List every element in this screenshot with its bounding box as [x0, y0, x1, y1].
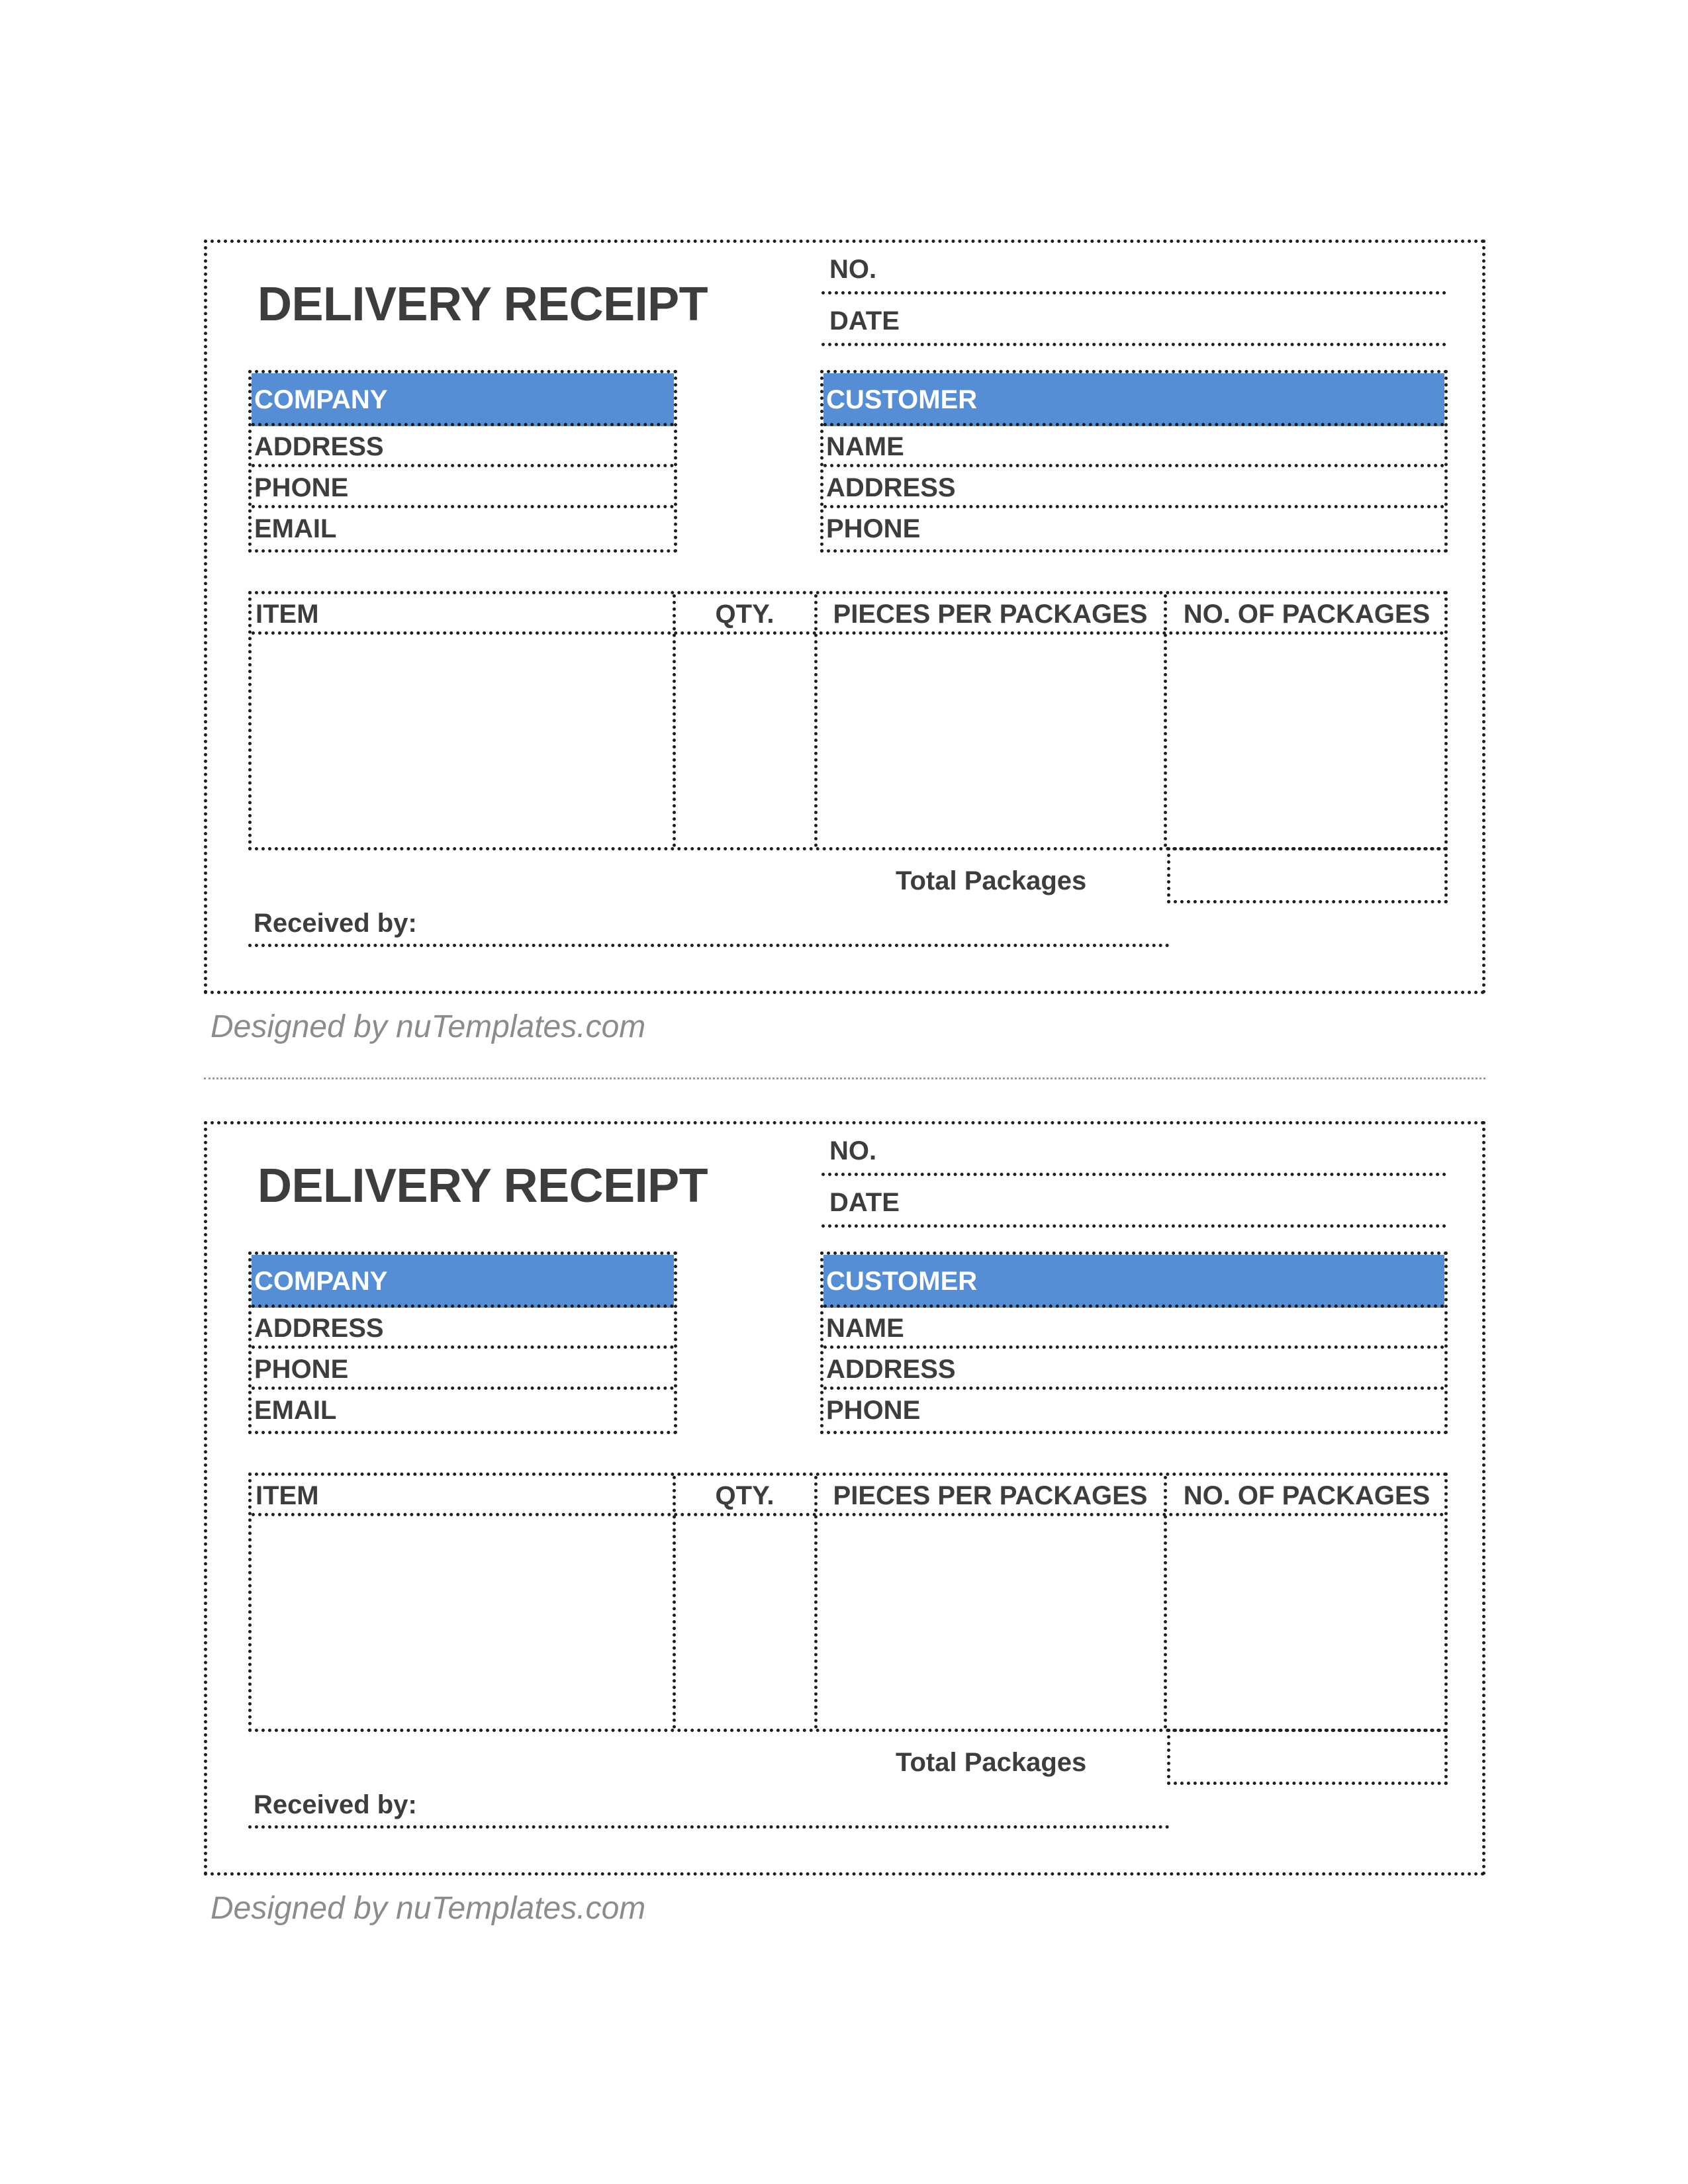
- company-address-field[interactable]: ADDRESS: [252, 1308, 674, 1349]
- column-header-item: ITEM: [256, 1481, 319, 1510]
- customer-info-box: [820, 370, 1448, 553]
- customer-name-field[interactable]: NAME: [823, 426, 1444, 467]
- items-table[interactable]: [248, 591, 1448, 850]
- company-address-field[interactable]: ADDRESS: [252, 426, 674, 467]
- receipt-number-field[interactable]: [821, 1124, 1446, 1176]
- received-by-label: Received by:: [254, 909, 417, 938]
- company-email-field[interactable]: EMAIL: [254, 514, 337, 543]
- table-header-divider: [252, 1513, 1444, 1516]
- column-divider: [1164, 1476, 1167, 1729]
- column-header-no-of-packages: NO. OF PACKAGES: [1183, 1481, 1430, 1510]
- receipt-number-field[interactable]: [821, 243, 1446, 295]
- received-by-label: Received by:: [254, 1790, 417, 1819]
- receipt-date-field[interactable]: [821, 295, 1446, 346]
- table-header-divider: [252, 631, 1444, 635]
- column-header-pieces-per-packages: PIECES PER PACKAGES: [833, 600, 1148, 629]
- customer-address-field[interactable]: ADDRESS: [823, 467, 1444, 508]
- receipt-title: DELIVERY RECEIPT: [258, 278, 708, 331]
- company-phone-field[interactable]: PHONE: [252, 467, 674, 508]
- customer-phone-field[interactable]: PHONE: [826, 1396, 921, 1425]
- column-header-qty: QTY.: [715, 1481, 774, 1510]
- column-divider: [814, 1476, 818, 1729]
- customer-header: CUSTOMER: [823, 1255, 1444, 1308]
- delivery-receipt-bottom: [204, 1121, 1485, 1876]
- receipt-number-label: NO.: [829, 255, 877, 284]
- total-packages-label: Total Packages: [896, 1748, 1087, 1777]
- total-packages-field[interactable]: [1167, 847, 1448, 903]
- received-by-field[interactable]: [248, 898, 1170, 947]
- receipt-title: DELIVERY RECEIPT: [258, 1160, 708, 1212]
- receipt-date-label: DATE: [829, 306, 900, 336]
- company-info-box: [248, 370, 677, 553]
- company-phone-field[interactable]: PHONE: [252, 1349, 674, 1390]
- company-email-field[interactable]: EMAIL: [254, 1396, 337, 1425]
- items-table[interactable]: [248, 1473, 1448, 1732]
- company-info-box: [248, 1251, 677, 1434]
- total-packages-field[interactable]: [1167, 1729, 1448, 1785]
- designer-credit: Designed by nuTemplates.com: [211, 1891, 646, 1926]
- company-header: COMPANY: [252, 1255, 674, 1308]
- column-divider: [814, 594, 818, 847]
- receipt-date-field[interactable]: [821, 1176, 1446, 1228]
- receipt-number-label: NO.: [829, 1136, 877, 1165]
- customer-address-field[interactable]: ADDRESS: [823, 1349, 1444, 1390]
- customer-name-field[interactable]: NAME: [823, 1308, 1444, 1349]
- delivery-receipt-top: [204, 240, 1485, 994]
- column-divider: [673, 1476, 676, 1729]
- receipt-date-label: DATE: [829, 1188, 900, 1217]
- column-header-pieces-per-packages: PIECES PER PACKAGES: [833, 1481, 1148, 1510]
- column-divider: [673, 594, 676, 847]
- received-by-field[interactable]: [248, 1780, 1170, 1829]
- total-packages-label: Total Packages: [896, 866, 1087, 895]
- cut-line-divider: [204, 1077, 1485, 1079]
- customer-info-box: [820, 1251, 1448, 1434]
- column-header-qty: QTY.: [715, 600, 774, 629]
- designer-credit: Designed by nuTemplates.com: [211, 1009, 646, 1044]
- customer-phone-field[interactable]: PHONE: [826, 514, 921, 543]
- company-header: COMPANY: [252, 373, 674, 426]
- column-header-item: ITEM: [256, 600, 319, 629]
- column-divider: [1164, 594, 1167, 847]
- customer-header: CUSTOMER: [823, 373, 1444, 426]
- column-header-no-of-packages: NO. OF PACKAGES: [1183, 600, 1430, 629]
